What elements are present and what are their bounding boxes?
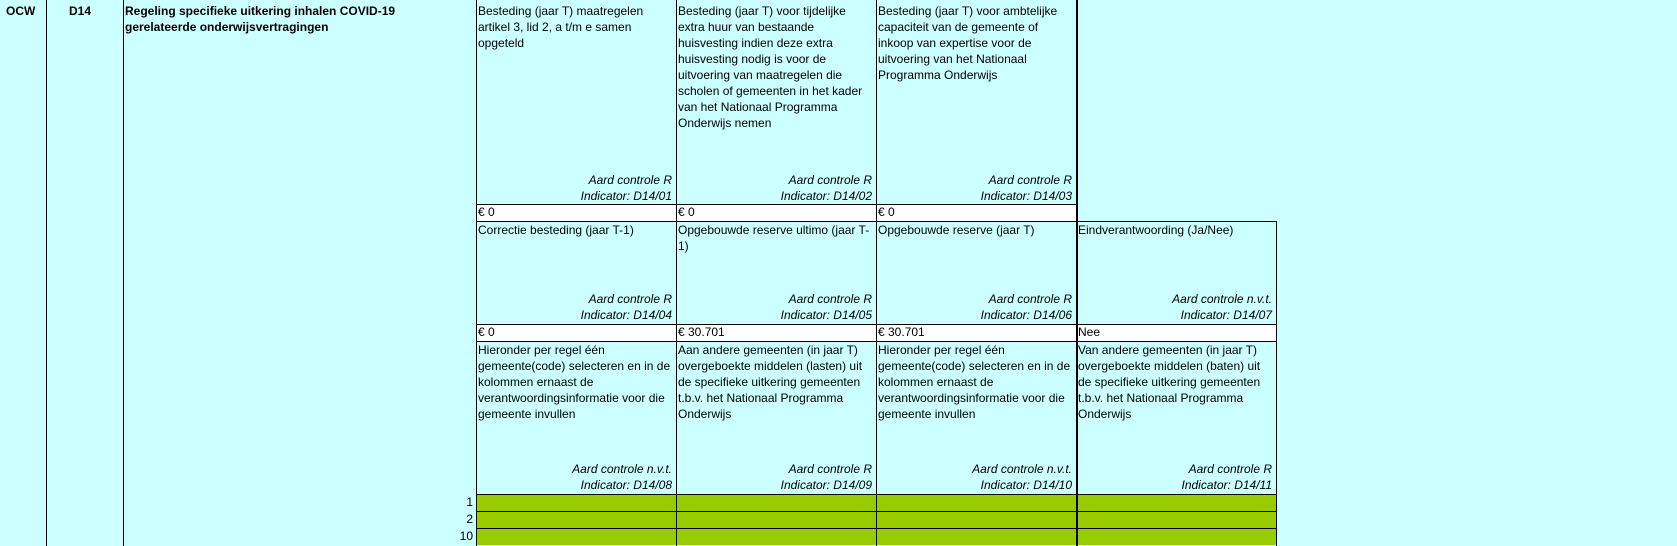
input-row-10-col-2[interactable]	[676, 528, 876, 545]
cell-aard-d14-07: Aard controle n.v.t.	[1172, 292, 1272, 306]
cell-indicator-d14-09: Indicator: D14/09	[780, 478, 872, 492]
grid-line-h-5	[476, 494, 1277, 495]
cell-text-d14-08: Hieronder per regel één gemeente(code) selecteren en in de kolommen ernaast de verantwoordingsinformatie voor die gemeente invullen	[478, 343, 671, 421]
grid-line-h-1	[476, 204, 1076, 205]
row-number-2: 2	[466, 512, 473, 526]
input-row-2-col-2[interactable]	[676, 511, 876, 528]
input-row-10-col-3[interactable]	[876, 528, 1076, 545]
ministry-code: OCW	[6, 4, 36, 18]
regulation-code: D14	[69, 4, 92, 18]
input-row-1-col-3[interactable]	[876, 494, 1076, 511]
cell-text-d14-03: Besteding (jaar T) voor ambtelijke capaciteit van de gemeente of inkoop van expertise voor de uitvoering van het Nationaal Programma Onderwijs	[878, 4, 1058, 82]
cell-indicator-d14-02: Indicator: D14/02	[780, 189, 872, 203]
cell-aard-d14-04: Aard controle R	[588, 292, 672, 306]
cell-text-d14-09: Aan andere gemeenten (in jaar T) overgeboekte middelen (lasten) uit de specifieke uitkering gemeenten t.b.v. het Nationaal Programma Onderwijs	[678, 343, 863, 421]
regulation-title: Regeling specifieke uitkering inhalen COVID-19 gerelateerde onderwijsvertragingen	[125, 4, 396, 34]
grid-line-v-3	[476, 0, 477, 546]
cell-indicator-d14-11: Indicator: D14/11	[1181, 478, 1272, 492]
input-row-10-col-1[interactable]	[476, 528, 676, 545]
cell-text-d14-05: Opgebouwde reserve ultimo (jaar T-1)	[678, 223, 870, 253]
grid-line-h-6	[476, 511, 1277, 512]
cell-aard-d14-11: Aard controle R	[1188, 462, 1272, 476]
input-row-10-col-4[interactable]	[1076, 528, 1276, 545]
value-d14-04[interactable]: € 0	[476, 325, 676, 341]
row-number-10: 10	[459, 529, 473, 543]
grid-line-h-4	[476, 341, 1277, 342]
cell-aard-d14-10: Aard controle n.v.t.	[972, 462, 1072, 476]
input-row-1-col-1[interactable]	[476, 494, 676, 511]
cell-aard-d14-08: Aard controle n.v.t.	[572, 462, 672, 476]
cell-aard-d14-09: Aard controle R	[788, 462, 872, 476]
input-row-1-col-2[interactable]	[676, 494, 876, 511]
cell-indicator-d14-06: Indicator: D14/06	[980, 308, 1072, 322]
cell-indicator-d14-03: Indicator: D14/03	[980, 189, 1072, 203]
input-row-2-col-1[interactable]	[476, 511, 676, 528]
cell-indicator-d14-08: Indicator: D14/08	[580, 478, 672, 492]
cell-indicator-d14-05: Indicator: D14/05	[780, 308, 872, 322]
value-d14-01[interactable]: € 0	[476, 205, 676, 221]
grid-line-h-2	[476, 221, 1277, 222]
grid-line-v-7	[1276, 221, 1277, 546]
grid-line-v-4	[676, 0, 677, 546]
grid-line-v-6	[1076, 0, 1078, 546]
grid-line-v-2	[123, 0, 124, 546]
cell-text-d14-07: Eindverantwoording (Ja/Nee)	[1078, 223, 1234, 237]
cell-text-d14-06: Opgebouwde reserve (jaar T)	[878, 223, 1035, 237]
cell-text-d14-04: Correctie besteding (jaar T-1)	[478, 223, 634, 237]
input-row-1-col-4[interactable]	[1076, 494, 1276, 511]
cell-aard-d14-02: Aard controle R	[788, 173, 872, 187]
grid-line-h-3	[476, 324, 1277, 325]
cell-text-d14-01: Besteding (jaar T) maatregelen artikel 3, lid 2, a t/m e samen opgeteld	[478, 4, 644, 50]
cell-indicator-d14-10: Indicator: D14/10	[980, 478, 1072, 492]
grid-line-h-7	[476, 528, 1277, 529]
value-d14-02[interactable]: € 0	[676, 205, 876, 221]
cell-aard-d14-01: Aard controle R	[588, 173, 672, 187]
value-d14-07[interactable]: Nee	[1076, 325, 1276, 341]
value-d14-03[interactable]: € 0	[876, 205, 1076, 221]
cell-text-d14-11: Van andere gemeenten (in jaar T) overgeboekte middelen (baten) uit de specifieke uitkering gemeenten t.b.v. het Nationaal Programma Onderwijs	[1078, 343, 1261, 421]
cell-aard-d14-06: Aard controle R	[988, 292, 1072, 306]
cell-indicator-d14-07: Indicator: D14/07	[1180, 308, 1272, 322]
value-d14-06[interactable]: € 30.701	[876, 325, 1076, 341]
cell-indicator-d14-04: Indicator: D14/04	[580, 308, 672, 322]
cell-text-d14-10: Hieronder per regel één gemeente(code) selecteren en in de kolommen ernaast de verantwoordingsinformatie voor die gemeente invullen	[878, 343, 1071, 421]
grid-line-v-1	[46, 0, 47, 546]
input-row-2-col-3[interactable]	[876, 511, 1076, 528]
value-d14-05[interactable]: € 30.701	[676, 325, 876, 341]
cell-aard-d14-03: Aard controle R	[988, 173, 1072, 187]
input-row-2-col-4[interactable]	[1076, 511, 1276, 528]
cell-indicator-d14-01: Indicator: D14/01	[580, 189, 672, 203]
cell-aard-d14-05: Aard controle R	[788, 292, 872, 306]
row-number-1: 1	[466, 495, 473, 509]
cell-text-d14-02: Besteding (jaar T) voor tijdelijke extra huur van bestaande huisvesting indien deze extra huisvesting nodig is voor de uitvoering van maatregelen die scholen of gemeenten in het kader van het Nationaal Programma Onderwijs nemen	[678, 4, 863, 130]
grid-line-v-5	[876, 0, 877, 546]
